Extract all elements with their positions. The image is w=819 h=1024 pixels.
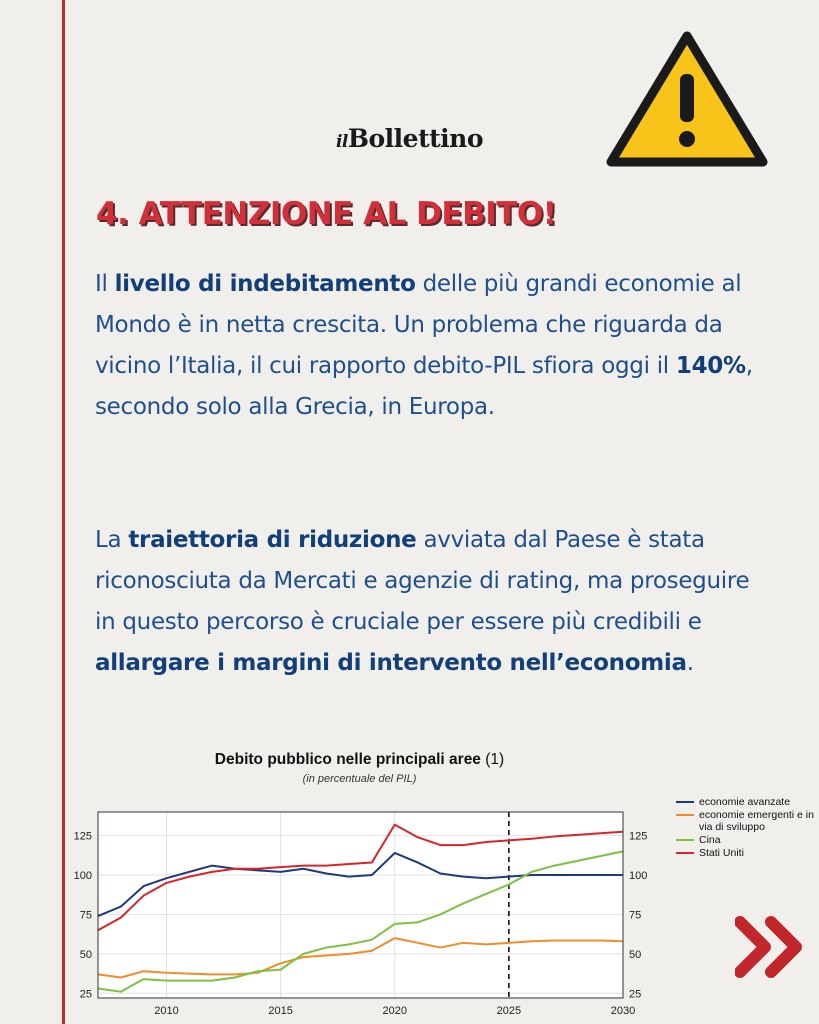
y-tick-label-right: 100	[629, 870, 648, 883]
y-tick-label-left: 25	[79, 988, 92, 1001]
legend-item	[676, 847, 818, 859]
x-tick-label: 2030	[610, 1005, 636, 1017]
legend-swatch	[676, 814, 694, 816]
debt-line-chart	[60, 790, 670, 1022]
chart-title: Debito pubblico nelle principali aree (1)	[214, 751, 505, 768]
x-tick-label: 2015	[268, 1005, 293, 1017]
y-tick-label-left: 75	[79, 909, 92, 922]
chart-legend	[676, 796, 818, 860]
legend-item	[676, 796, 818, 808]
x-tick-label: 2010	[154, 1005, 179, 1017]
legend-label: economie avanzate	[699, 796, 791, 808]
paragraph-riduzione: La traiettoria di riduzione avviata dal Paese è stata riconosciuta da Mercati e agenzie di rating, ma proseguire in questo percorso è cruciale per essere più credibili e allargare i margini di intervento nell’economia.	[95, 527, 750, 676]
legend-swatch	[676, 839, 694, 841]
paragraph-indebitamento: Il livello di indebitamento delle più grandi economie al Mondo è in netta crescita. Un problema che riguarda da vicino l’Italia, il cui rapporto debito-PIL sfiora oggi il 140%, secondo solo alla Grecia, in Europa.	[95, 271, 753, 420]
brand-logo: ilBollettino	[335, 124, 484, 153]
legend-swatch	[676, 852, 694, 854]
y-tick-label-left: 50	[79, 948, 92, 961]
y-tick-label-left: 125	[73, 830, 92, 843]
legend-item	[676, 809, 818, 833]
plot-area	[98, 812, 623, 998]
y-tick-label-right: 25	[629, 988, 642, 1001]
legend-label: Cina	[699, 834, 721, 846]
x-tick-label: 2020	[382, 1005, 407, 1017]
x-tick-label: 2025	[496, 1005, 522, 1017]
legend-swatch	[676, 801, 694, 803]
legend-label: economie emergenti e in via di sviluppo	[699, 809, 814, 833]
legend-item	[676, 834, 818, 846]
page-heading: 4. ATTENZIONE AL DEBITO!	[96, 196, 557, 232]
y-tick-label-left: 100	[73, 870, 92, 883]
legend-label: Stati Uniti	[699, 847, 744, 859]
y-tick-label-right: 75	[629, 909, 642, 922]
double-chevron-right-icon[interactable]	[735, 912, 805, 982]
y-tick-label-right: 125	[629, 830, 648, 843]
y-tick-label-right: 50	[629, 948, 642, 961]
chart-subtitle: (in percentuale del PIL)	[302, 773, 417, 785]
